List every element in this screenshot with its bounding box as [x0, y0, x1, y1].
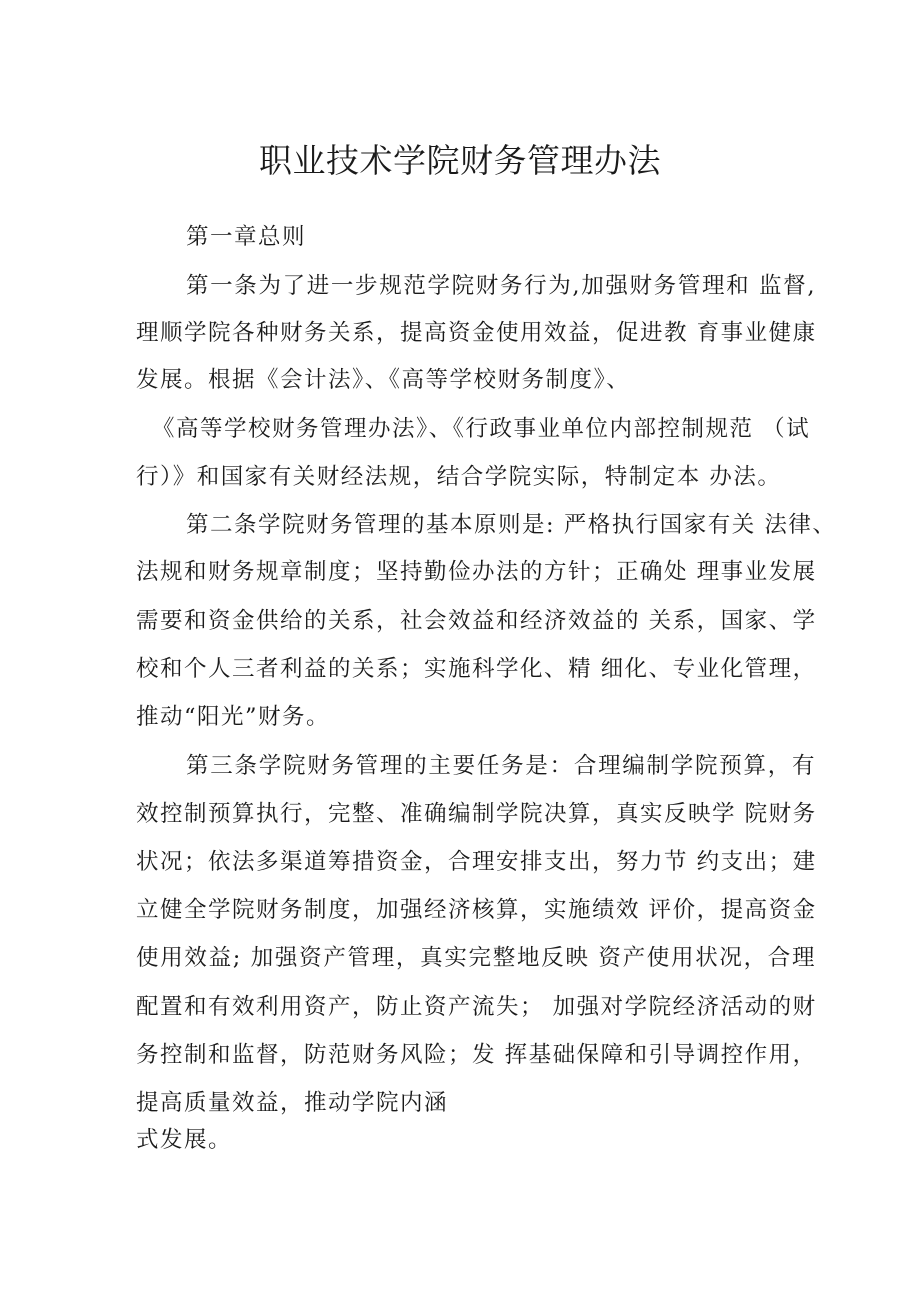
article-3-line-3: 状况；依法多渠道筹措资金，合理安排支出，努力节 约支出；建	[136, 849, 817, 875]
article-3-line-9: 式发展。	[136, 1127, 233, 1153]
article-3-line-6: 配置和有效利用资产，防止资产流失； 加强对学院经济活动的财	[136, 994, 817, 1020]
article-3-line-5: 使用效益; 加强资产管理，真实完整地反映 资产使用状况，合理	[136, 945, 816, 971]
article-3-line-2: 效控制预算执行，完整、准确编制学院决算，真实反映学 院财务	[136, 801, 817, 827]
article-1-line-3: 发展。根据《会计法》、《高等学校财务制度》、	[136, 367, 631, 393]
article-2-line-2: 法规和财务规章制度；坚持勤俭办法的方针；正确处 理事业发展	[136, 559, 817, 585]
chapter-heading: 第一章总则	[186, 224, 307, 250]
article-1-line-5: 行）》和国家有关财经法规，结合学院实际，特制定本 办法。	[136, 464, 782, 490]
article-3-line-4: 立健全学院财务制度，加强经济核算，实施绩效 评价，提高资金	[136, 897, 817, 923]
article-2-line-3: 需要和资金供给的关系，社会效益和经济效益的 关系，国家、学	[136, 608, 817, 634]
article-3-line-1: 第三条学院财务管理的主要任务是：合理编制学院预算，有	[186, 753, 816, 779]
article-2-line-1: 第二条学院财务管理的基本原则是: 严格执行国家有关 法律、	[186, 512, 837, 538]
document-title: 职业技术学院财务管理办法	[259, 141, 661, 180]
article-1-line-2: 理顺学院各种财务关系，提高资金使用效益，促进教 育事业健康	[136, 320, 817, 346]
article-1-line-4: 《高等学校财务管理办法》、《行政事业单位内部控制规范 （试	[152, 416, 811, 442]
article-3-line-8: 提高质量效益，推动学院内涵	[136, 1090, 449, 1116]
article-1-line-1: 第一条为了进一步规范学院财务行为,加强财务管理和 监督,	[186, 273, 816, 299]
article-3-line-7: 务控制和监督，防范财务风险；发 挥基础保障和引导调控作用，	[136, 1042, 817, 1068]
article-2-line-4: 校和个人三者利益的关系；实施科学化、精 细化、专业化管理，	[136, 656, 817, 682]
article-2-line-5: 推动“阳光”财务。	[136, 704, 331, 730]
